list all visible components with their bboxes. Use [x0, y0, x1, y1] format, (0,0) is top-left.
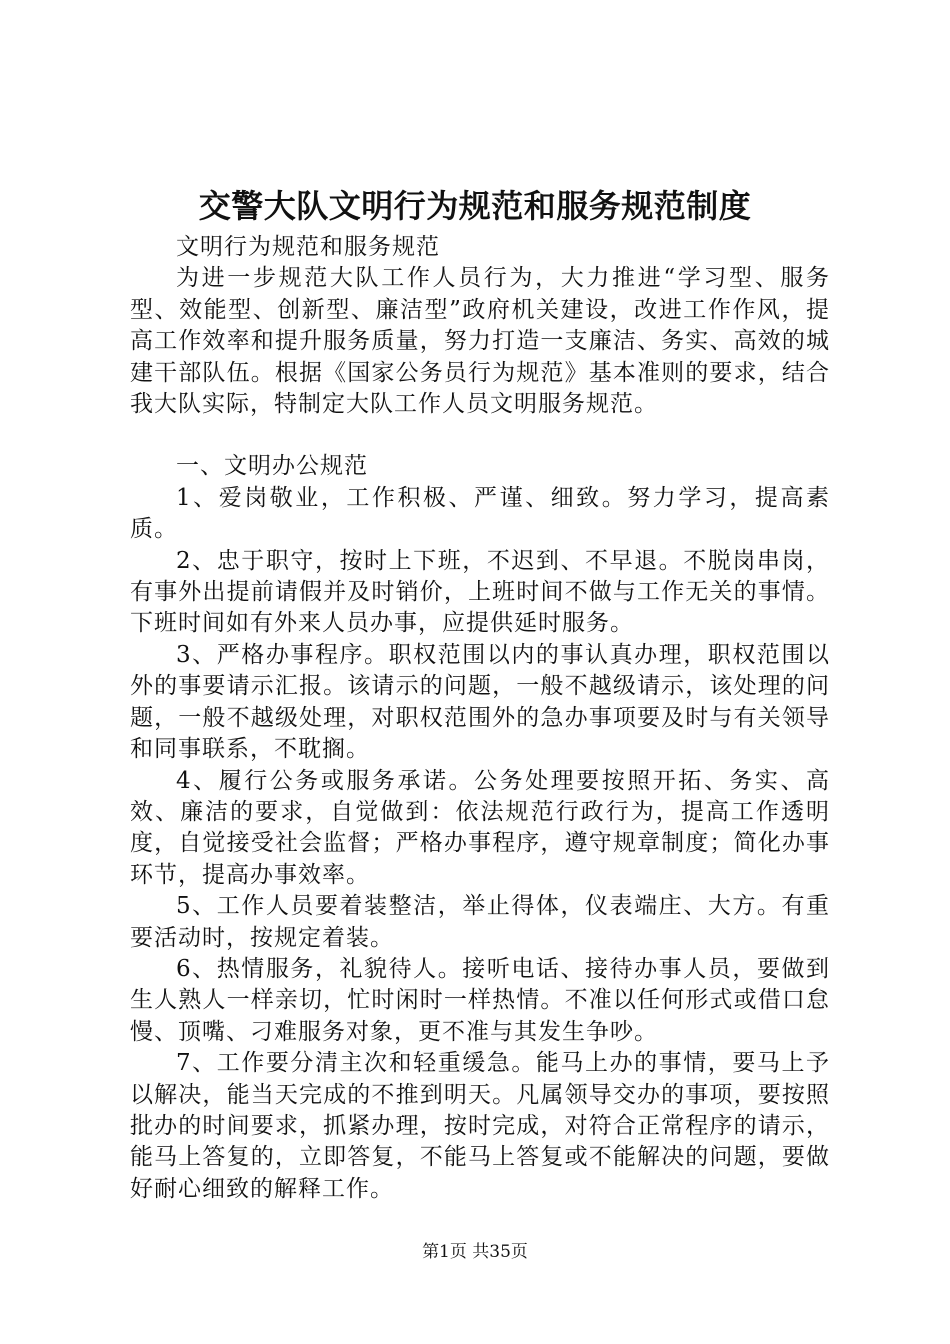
rule-item-1: 1、爱岗敬业，工作积极、严谨、细致。努力学习，提高素质。 — [130, 484, 830, 543]
rule-item-5: 5、工作人员要着装整洁，举止得体，仪表端庄、大方。有重要活动时，按规定着装。 — [130, 893, 830, 951]
section-subtitle: 文明行为规范和服务规范 — [176, 234, 440, 260]
rule-item-6: 6、热情服务，礼貌待人。接听电话、接待办事人员，要做到生人熟人一样亲切，忙时闲时一样热情。不准以任何形式或借口怠慢、顶嘴、刁难服务对象，更不准与其发生争吵。 — [130, 955, 830, 1045]
rule-item-2: 2、忠于职守，按时上下班，不迟到、不早退。不脱岗串岗，有事外出提前请假并及时销价，上班时间不做与工作无关的事情。下班时间如有外来人员办事，应提供延时服务。 — [130, 547, 830, 637]
rule-item-3: 3、严格办事程序。职权范围以内的事认真办理，职权范围以外的事要请示汇报。该请示的问题，一般不越级请示，该处理的问题，一般不越级处理，对职权范围外的急办事项要及时与有关领导和同事联系，不耽搁。 — [130, 641, 830, 763]
page-footer: 第1页 共35页 — [422, 1242, 528, 1262]
rule-item-4: 4、履行公务或服务承诺。公务处理要按照开拓、务实、高效、廉洁的要求，自觉做到：依法规范行政行为，提高工作透明度，自觉接受社会监督；严格办事程序，遵守规章制度；简化办事环节，提高办事效率。 — [130, 767, 830, 888]
rule-item-7: 7、工作要分清主次和轻重缓急。能马上办的事情，要马上予以解决，能当天完成的不推到明天。凡属领导交办的事项，要按照批办的时间要求，抓紧办理，按时完成，对符合正常程序的请示，能马上答复的，立即答复，不能马上答复或不能解决的问题，要做好耐心细致的解释工作。 — [130, 1050, 830, 1202]
intro-paragraph: 为进一步规范大队工作人员行为，大力推进“学习型、服务型、效能型、创新型、廉洁型”政府机关建设，改进工作作风，提高工作效率和提升服务质量，努力打造一支廉洁、务实、高效的城建干部队伍。根据《国家公务员行为规范》基本准则的要求，结合我大队实际，特制定大队工作人员文明服务规范。 — [130, 265, 830, 418]
document-title: 交警大队文明行为规范和服务规范制度 — [198, 187, 752, 225]
section-heading: 一、文明办公规范 — [176, 453, 368, 480]
document-body — [130, 232, 830, 1205]
